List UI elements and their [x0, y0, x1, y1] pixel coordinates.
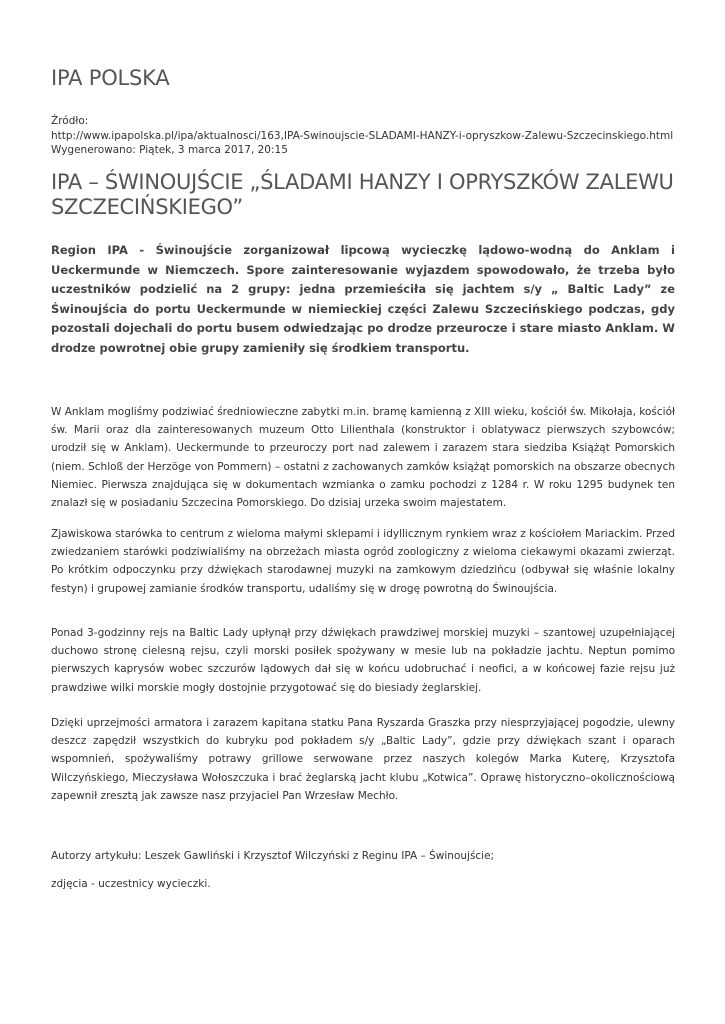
source-label: Źródło: [51, 115, 89, 127]
article-lead: Region IPA - Świnoujście zorganizował lipcową wycieczkę lądowo-wodną do Anklam i Ueckermunde w Niemczech. Spore zainteresowanie wyjazdem spowodowało, że trzeba było uczestników podzielić na 2 grupy: jedna przemieściła się jachtem s/y „ Baltic Lady” ze Świnoujścia do portu Ueckermunde w niemieckiej części Zalewu Szczecińskiego podczas, gdy pozostali dojechali do portu busem odwiedzając po drodze przeurocze i stare miasto Anklam. W drodze powrotnej obie grupy zamieniły się środkiem transportu. [51, 243, 675, 355]
source-url: http://www.ipapolska.pl/ipa/aktualnosci/163,IPA-Swinoujscie-SLADAMI-HANZY-i-opryszkow-Zalewu-Szczecinskiego.html [51, 129, 674, 142]
article-paragraph: Dzięki uprzejmości armatora i zarazem kapitana statku Pana Ryszarda Graszka przy niesprzyjającej pogodzie, ulewny deszcz zapędził wszystkich do kubryku pod pokładem s/y „Baltic Lady”, gdzie przy dźwiękach szant i oparach wspomnień, spożywaliśmy potrawy grillowe serwowane przez naszych kolegów Marka Kuterę, Krzysztofa Wilczyńskiego, Mieczysława Wołoszczuka i brać żeglarską jacht klubu „Kotwica”. Oprawę historyczno–okolicznościową zapewnił zresztą jak zawsze nasz przyjaciel Pan Wrzesław Mechło. [51, 717, 675, 802]
article-title: IPA – ŚWINOUJŚCIE „ŚLADAMI HANZY I OPRYSZKÓW ZALEWU SZCZECIŃSKIEGO” [51, 170, 674, 219]
article-paragraph: W Anklam mogliśmy podziwiać średniowieczne zabytki m.in. bramę kamienną z XIII wieku, kościół św. Mikołaja, kościół św. Marii oraz dla zainteresowanych muzeum Otto Lilienthala (konstruktor i oblatywacz pierwszych szybowców; urodził się w Anklam). Ueckermunde to przeuroczy port nad zalewem i zarazem stara siedziba Książąt Pomorskich (niem. Schloß der Herzöge von Pommern) – ostatni z zachowanych zamków książąt pomorskich na obszarze obecnych Niemiec. Pierwsza znajdująca się w dokumentach wzmianka o zamku pochodzi z 1284 r. W roku 1295 budynek ten znalazł się w posiadaniu Szczecina Pomorskiego. Do dzisiaj urzeka swoim majestatem. [51, 406, 675, 510]
article-paragraph: Zjawiskowa starówka to centrum z wieloma małymi sklepami i idyllicznym rynkiem wraz z kościołem Mariackim. Przed zwiedzaniem starówki podziwialiśmy na obrzeżach miasta ogród zoologiczny z wieloma ciekawymi okazami zwierząt. Po krótkim odpoczynku przy dźwiękach starodawnej muzyki na zamkowym dziedzińcu (odbywał się właśnie lokalny festyn) i grupowej zamianie środków transportu, udaliśmy się w drogę powrotną do Świnoujścia. [51, 528, 675, 595]
source-metadata [51, 114, 691, 158]
photo-credits: zdjęcia - uczestnicy wycieczki. [51, 878, 211, 890]
article-authors: Autorzy artykułu: Leszek Gawliński i Krzysztof Wilczyński z Reginu IPA – Świnoujście; [51, 850, 495, 862]
site-title: IPA POLSKA [51, 66, 170, 90]
generated-date: Wygenerowano: Piątek, 3 marca 2017, 20:15 [51, 144, 288, 156]
article-paragraph: Ponad 3-godzinny rejs na Baltic Lady upłynął przy dźwiękach prawdziwej morskiej muzyki – szantowej uzupełniającej duchowo stronę cielesną rejsu, czyli morski posiłek spożywany w mesie lub na pokładzie jachtu. Neptun pomimo pierwszych kaprysów wobec szczurów lądowych dał się w końcu udobruchać i neofici, a w końcowej fazie rejsu już prawdziwe wilki morskie mogły dostojnie przygotować się do biesiady żeglarskiej. [51, 627, 675, 694]
